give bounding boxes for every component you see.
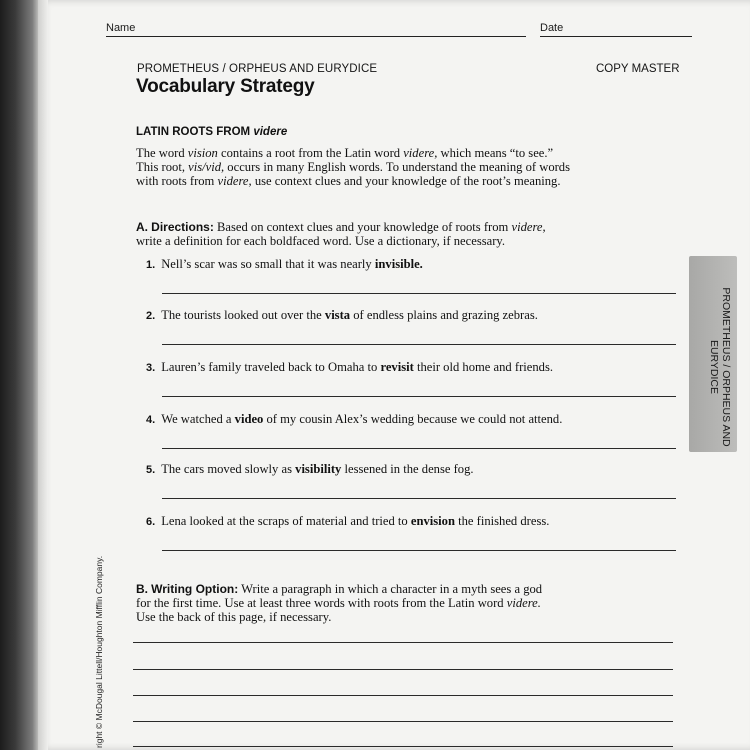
vocabulary-item [146, 462, 474, 477]
vocabulary-word: video [234, 412, 264, 426]
writing-line[interactable] [133, 695, 673, 696]
item-text: The cars moved slowly as [161, 462, 296, 476]
item-text: Lauren’s family traveled back to Omaha to [161, 360, 381, 374]
series-title: PROMETHEUS / ORPHEUS AND EURYDICE [137, 63, 378, 75]
item-text: their old home and friends. [413, 360, 553, 374]
section-a-label: Directions: [151, 220, 214, 234]
vocabulary-item [146, 514, 549, 529]
side-tab-line1: PROMETHEUS / ORPHEUS AND [720, 287, 732, 447]
writing-line[interactable] [133, 746, 673, 747]
writing-line[interactable] [133, 669, 673, 670]
book-spine-shadow [0, 0, 38, 750]
page-title: Vocabulary Strategy [136, 76, 315, 97]
copy-master-label: COPY MASTER [596, 63, 680, 75]
section-a-line1: Based on context clues and your knowledge of roots from [213, 220, 512, 234]
copyright-notice: right © McDougal Littell/Houghton Mifflin Company. [94, 555, 104, 748]
item-number: 3. [146, 362, 156, 374]
vocabulary-word: vista [324, 308, 351, 322]
section-b-line3: Use the back of this page, if necessary. [136, 610, 332, 625]
writing-line[interactable] [133, 721, 673, 722]
item-number: 2. [146, 310, 156, 322]
item-number: 4. [146, 414, 156, 426]
vocabulary-word: revisit [380, 360, 414, 374]
writing-line[interactable] [133, 642, 673, 643]
vocabulary-item [146, 257, 423, 272]
section-b-line1: Write a paragraph in which a character in a myth sees a god [238, 582, 543, 596]
answer-line[interactable] [162, 448, 676, 449]
intro-italic-term: videre, [403, 146, 438, 160]
item-text: lessened in the dense fog. [341, 462, 474, 476]
item-text: The tourists looked out over the [161, 308, 325, 322]
intro-heading [136, 126, 287, 138]
intro-text-run: The word [136, 146, 188, 160]
worksheet-page [38, 0, 750, 750]
name-line[interactable] [106, 36, 526, 37]
section-b-letter: B. [136, 582, 148, 596]
section-a-letter: A. [136, 220, 148, 234]
intro-text-run: with roots from [136, 174, 218, 189]
answer-line[interactable] [162, 498, 676, 499]
side-tab-label [708, 272, 732, 462]
answer-line[interactable] [162, 293, 676, 294]
item-text: of my cousin Alex’s wedding because we could not attend. [263, 412, 563, 426]
vocabulary-word: envision [410, 514, 455, 528]
answer-line[interactable] [162, 396, 676, 397]
vocabulary-word: invisible. [374, 257, 423, 271]
intro-italic-term: vision [187, 146, 218, 160]
intro-heading-root: videre [253, 126, 288, 138]
name-label: Name [106, 22, 136, 34]
intro-text-run: which means “to see.” [437, 146, 554, 160]
intro-text-run: This root, [136, 160, 189, 175]
page-edge [38, 0, 48, 750]
date-line[interactable] [540, 36, 692, 37]
intro-text-run: use context clues and your knowledge of the root’s meaning. [251, 174, 561, 189]
intro-text-run: occurs in many English words. To understand the meaning of words [224, 160, 571, 175]
answer-line[interactable] [162, 550, 676, 551]
item-number: 1. [146, 259, 156, 271]
vocabulary-word: visibility [295, 462, 342, 476]
section-b-prompt [136, 582, 656, 625]
section-a-root: videre, [511, 220, 546, 234]
section-b-line2: for the first time. Use at least three words with roots from the Latin word [136, 596, 507, 611]
date-label: Date [540, 22, 564, 34]
vocabulary-item [146, 360, 553, 375]
section-b-label: Writing Option: [151, 582, 239, 596]
intro-text-run: contains a root from the Latin word [217, 146, 404, 160]
side-tab-line2: EURYDICE [708, 339, 720, 395]
item-text: of endless plains and grazing zebras. [350, 308, 538, 322]
intro-italic-term: videre, [217, 174, 252, 189]
section-b-root: videre. [506, 596, 541, 611]
item-text: Nell’s scar was so small that it was nearly [161, 257, 375, 271]
vocabulary-item [146, 308, 538, 323]
intro-heading-prefix: LATIN ROOTS FROM [136, 126, 254, 138]
item-number: 6. [146, 516, 156, 528]
vocabulary-item [146, 412, 562, 427]
item-text: Lena looked at the scraps of material and tried to [161, 514, 411, 528]
item-number: 5. [146, 464, 156, 476]
answer-line[interactable] [162, 344, 676, 345]
intro-italic-term: vis/vid, [188, 160, 225, 175]
section-a-directions [136, 220, 656, 248]
section-a-line2: write a definition for each boldfaced word. Use a dictionary, if necessary. [136, 234, 506, 249]
item-text: We watched a [161, 412, 235, 426]
intro-paragraph [136, 146, 636, 189]
item-text: the finished dress. [454, 514, 550, 528]
